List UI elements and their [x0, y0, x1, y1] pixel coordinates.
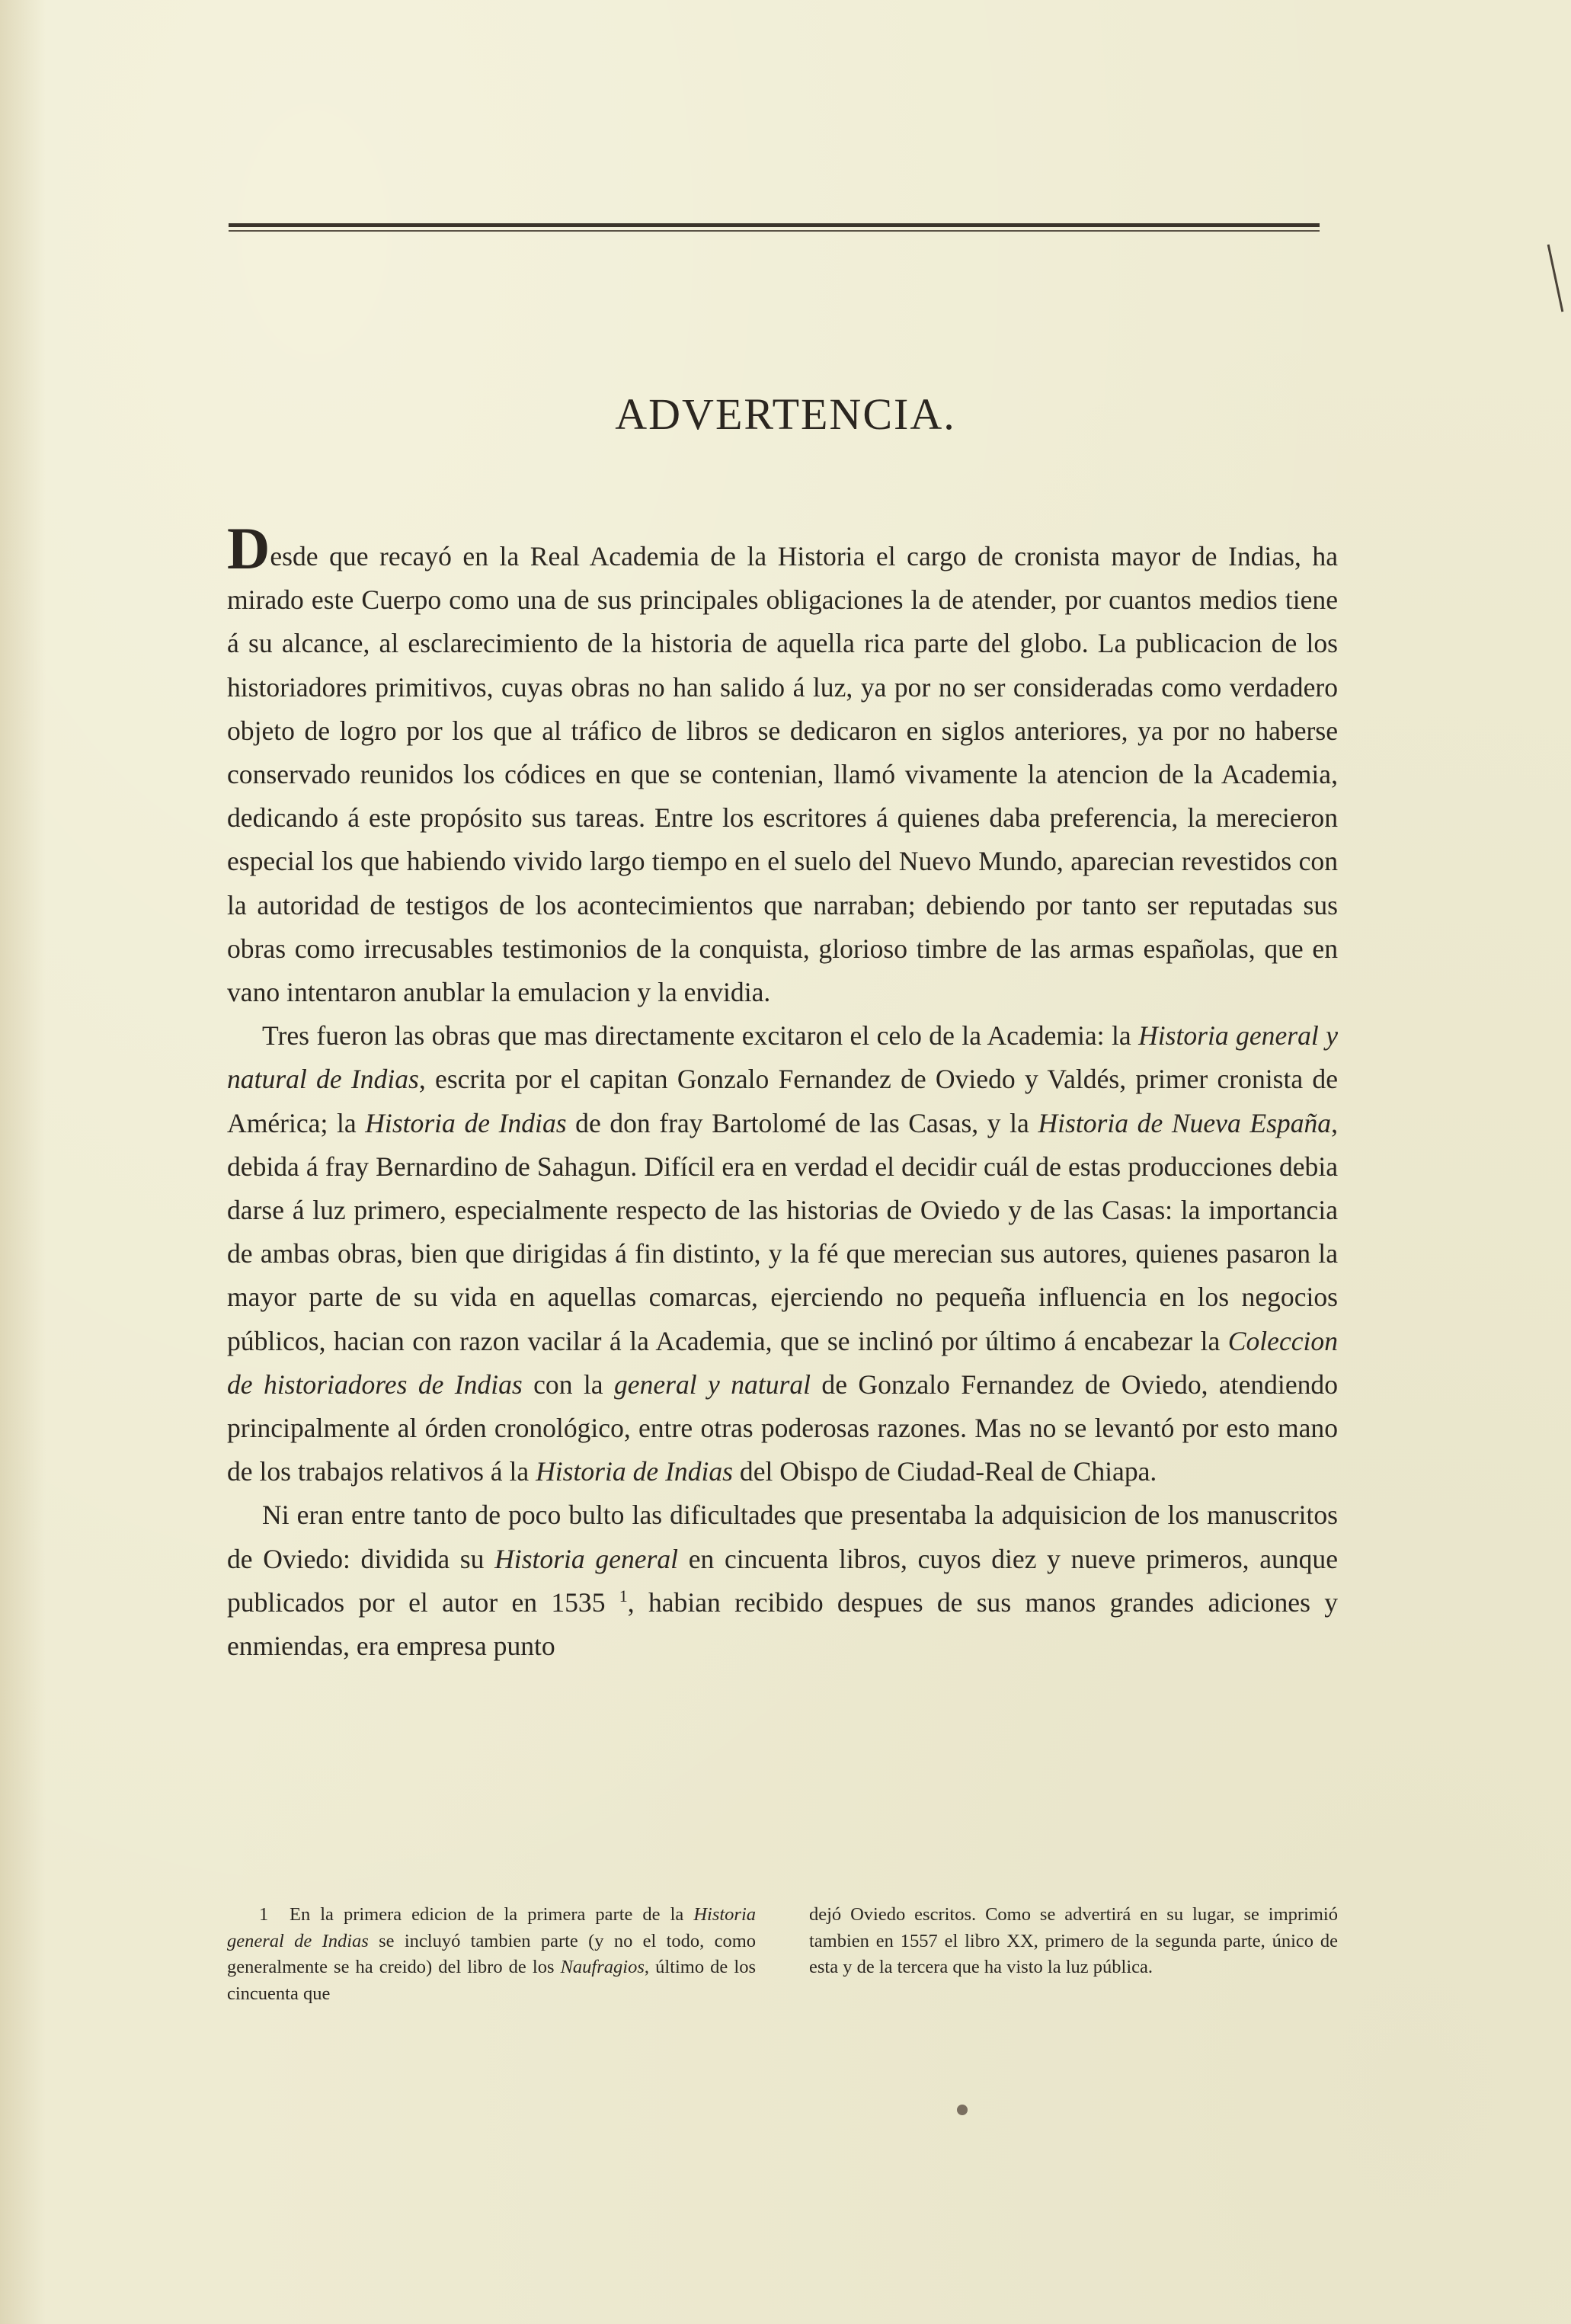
footnote-reference[interactable]: 1 — [619, 1586, 628, 1606]
text-run: , debida á fray Bernardino de Sahagun. Difícil era en verdad el decidir cuál de estas producciones debia darse á luz primero, especialmente respecto de las historias de Oviedo y de las Casas: la importancia de ambas obras, bien que dirigidas á fin distinto, y la fé que merecian sus autores, quienes pasaron la mayor parte de su vida en aquellas comarcas, ejerciendo no pequeña influencia en los negocios públicos, hacian con razon vacilar á la Academia, que se inclinó por último á encabezar la — [227, 1107, 1338, 1356]
header-rule-thick — [229, 223, 1320, 227]
text-run: , escrita por el capitan Gonzalo Fernandez de Oviedo y Valdés, primer cronista de América; la — [227, 1064, 1338, 1138]
text-run: en cincuenta libros, cuyos diez y nueve primeros, aunque publicados por el autor en 1535 — [227, 1543, 1338, 1618]
paragraph-1 — [227, 515, 1338, 1014]
work-title: Historia general y natural de Indias — [227, 1020, 1338, 1095]
work-title: Historia general — [494, 1543, 679, 1574]
work-title: Historia de Indias — [536, 1456, 734, 1487]
text-run: Tres fueron las obras que mas directamente excitaron el celo de la Academia: la — [262, 1020, 1139, 1052]
work-title: Coleccion de historiadores de Indias — [227, 1325, 1338, 1400]
text-run: , habian recibido despues de sus manos grandes adiciones y enmiendas, era empresa punto — [227, 1586, 1338, 1662]
page-edge-shadow — [0, 0, 46, 2324]
text-run: con la — [522, 1368, 614, 1400]
text-run: de Gonzalo Fernandez de Oviedo, atendiendo principalmente al órden cronológico, entre otras poderosas razones. Mas no se levantó por esto mano de los trabajos relativos á la — [227, 1368, 1338, 1487]
text-run: , último de los cincuenta que — [227, 1957, 756, 2004]
footnote-number: 1 — [259, 1904, 269, 1925]
text-run: Ni eran entre tanto de poco bulto las dificultades que presentaba la adquisicion de los manuscritos de Oviedo: dividida su — [227, 1500, 1338, 1574]
paragraph-3 — [227, 1493, 1338, 1668]
text-run: En la primera edicion de la primera parte de la — [290, 1904, 694, 1925]
text-run: se incluyó tambien parte (y no el todo, como generalmente se ha creido) del libro de los — [227, 1930, 757, 1977]
page-edge-mark — [1547, 245, 1564, 312]
paragraph-2 — [227, 1014, 1338, 1493]
work-title: Historia de Indias — [365, 1107, 567, 1138]
drop-cap: D — [227, 515, 270, 581]
work-title: Historia de Nueva España — [1038, 1107, 1332, 1138]
work-title: Historia general de Indias — [227, 1904, 756, 1951]
body-text — [227, 515, 1338, 1668]
text-run: de don fray Bartolomé de las Casas, y la — [566, 1107, 1038, 1138]
text-run: del Obispo de Ciudad-Real de Chiapa. — [733, 1456, 1157, 1487]
work-title: Naufragios — [560, 1957, 645, 1977]
header-rule-thin — [229, 230, 1320, 232]
footnote-column-left — [227, 1902, 756, 2007]
page-title: ADVERTENCIA. — [615, 389, 956, 439]
work-title: general y natural — [613, 1368, 811, 1400]
paragraph-1-text: esde que recayó en la Real Academia de la Historia el cargo de cronista mayor de Indias, ha mirado este Cuerpo como una de sus principales obligaciones la de atender, por cuantos medios tiene á su alcance, al esclarecimiento de la historia de aquella rica parte del globo. La publicacion de los historiadores primitivos, cuyas obras no han salido á luz, ya por no ser consideradas como verdadero objeto de logro por los que al tráfico de libros se dedicaron en siglos anteriores, ya por no haberse conservado reunidos los códices en que se contenian, llamó vivamente la atencion de la Academia, dedicando á este propósito sus tareas. Entre los escritores á quienes daba preferencia, la merecieron especial los que habiendo vivido largo tiempo en el suelo del Nuevo Mundo, aparecian revestidos con la autoridad de testigos de los acontecimientos que narraban; debiendo por tanto ser reputadas sus obras como irrecusables testimonios de la conquista, glorioso timbre de las armas españolas, que en vano intentaron anublar la emulacion y la envidia. — [227, 541, 1338, 1008]
printer-dot — [957, 2105, 968, 2115]
footnote-column-right: dejó Oviedo escritos. Como se advertirá en su lugar, se imprimió tambien en 1557 el libro XX, primero de la segunda parte, único de esta y de la tercera que ha visto la luz pública. — [809, 1904, 1338, 1977]
